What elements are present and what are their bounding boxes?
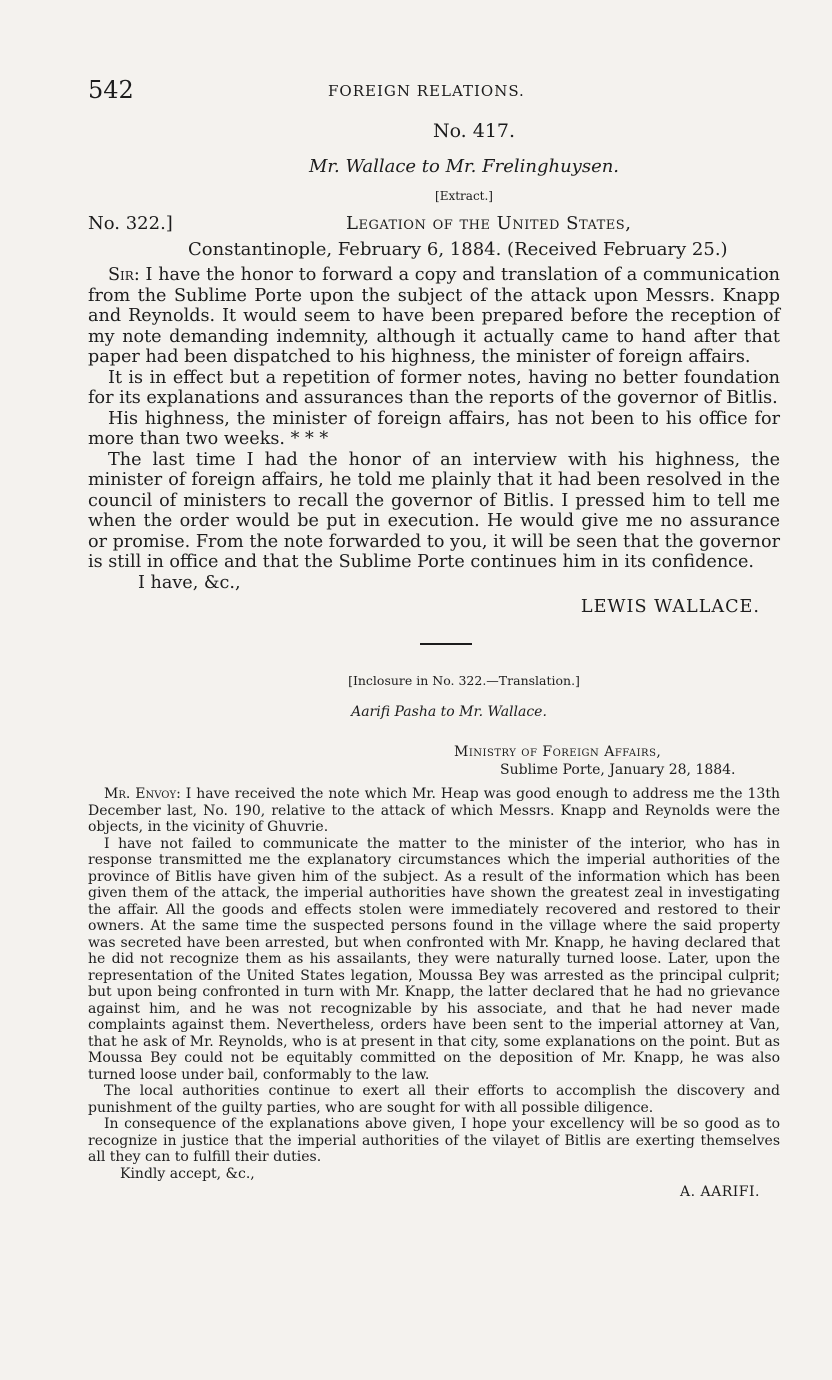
letter-paragraph: His highness, the minister of foreign affairs, has not been to his office for more than two weeks. * * * <box>88 408 780 449</box>
letter-paragraph: Sir: I have the honor to forward a copy and translation of a communication from the Sublime Porte upon the subject of the attack upon Messrs. Knapp and Reynolds. It would seem to have been prepared before the reception of my note demanding indemnity, although it actually came to hand after that paper had been dispatched to his highness, the minister of foreign affairs. <box>88 265 780 367</box>
inclosure-place-date: Sublime Porte, January 28, 1884. <box>500 762 736 778</box>
inclosure-closing-block <box>88 1166 780 1202</box>
document-number: No. 417. <box>432 120 516 142</box>
inclosure-paragraph: In consequence of the explanations above given, I hope your excellency will be so good as to recognize in justice that the imperial authorities of the vilayet of Bitlis are exerting themselves all they can to fulfill their duties. <box>88 1116 780 1165</box>
despatch-dateline <box>88 213 780 265</box>
inclosure-paragraph: The local authorities continue to exert all their efforts to accomplish the discovery and punishment of the guilty parties, who are sought for with all possible diligence. <box>88 1083 780 1116</box>
page-number: 542 <box>88 76 134 104</box>
despatch-number: No. 322.] <box>88 213 173 234</box>
section-divider <box>420 643 472 645</box>
inclosure-correspondents: Aarifi Pasha to Mr. Wallace. <box>351 704 547 720</box>
salutation: Sir <box>108 265 134 285</box>
inclosure-paragraph: I have not failed to communicate the matter to the minister of the interior, who has in response transmitted me the explanatory circumstances which the imperial authorities of the province of Bitlis have given him of the subject. As a result of the information which has been given them of the attack, the imperial authorities have shown the greatest zeal in investigating the affair. All the goods and effects stolen were immediately recovered and restored to their owners. At the same time the suspected persons found in the village where the said property was secreted have been arrested, but when confronted with Mr. Knapp, he having declared that he did not recognize them as his assailants, they were naturally turned loose. Later, upon the representation of the United States legation, Moussa Bey was arrested as the principal culprit; but upon being confronted in turn with Mr. Knapp, the latter declared that he had no grievance against him, and he was not recognizable by his associate, and that he had never made complaints against them. Nevertheless, orders have been sent to the imperial attorney at Van, that he ask of Mr. Reynolds, who is at present in that city, some explanations on the point. But as Moussa Bey could not be equitably committed on the deposition of Mr. Knapp, he was also turned loose under bail, conformably to the law. <box>88 835 780 1083</box>
letter-paragraph: It is in effect but a repetition of former notes, having no better foundation for its explanations and assurances than the reports of the governor of Bitlis. <box>88 367 780 408</box>
document-page <box>88 70 780 1202</box>
header-title: FOREIGN RELATIONS. <box>328 82 525 100</box>
inclosure-salutation: Mr. Envoy <box>104 786 177 802</box>
inclosure-closing: Kindly accept, &c., <box>120 1165 255 1182</box>
inclosure-signature: A. AARIFI. <box>680 1183 760 1200</box>
correspondents-heading: Mr. Wallace to Mr. Frelinghuysen. <box>308 156 620 177</box>
legation-name: Legation of the United States, <box>346 213 632 234</box>
letter-signature: LEWIS WALLACE. <box>580 597 760 617</box>
extract-note: [Extract.] <box>435 189 493 203</box>
letter-closing: I have, &c., <box>138 572 241 593</box>
inclosure-paragraph: Mr. Envoy: I have received the note which Mr. Heap was good enough to address me the 13th December last, No. 190, relative to the attack of which Messrs. Knapp and Reynolds were the objects, in the vicinity of Ghuvrie. <box>88 786 780 835</box>
letter-body <box>88 265 780 573</box>
place-date: Constantinople, February 6, 1884. (Received February 25.) <box>188 239 728 260</box>
inclosure-heading: [Inclosure in No. 322.—Translation.] <box>348 673 580 688</box>
running-header <box>88 70 780 110</box>
ministry-name: Ministry of Foreign Affairs, <box>454 744 662 760</box>
letter-paragraph: The last time I had the honor of an interview with his highness, the minister of foreign affairs, he told me plainly that it had been resolved in the council of ministers to recall the governor of Bitlis. I pressed him to tell me when the order would be put in execution. He would give me no assurance or promise. From the note forwarded to you, it will be seen that the governor is still in office and that the Sublime Porte continues him in its confidence. <box>88 449 780 572</box>
inclosure-body <box>88 786 780 1166</box>
